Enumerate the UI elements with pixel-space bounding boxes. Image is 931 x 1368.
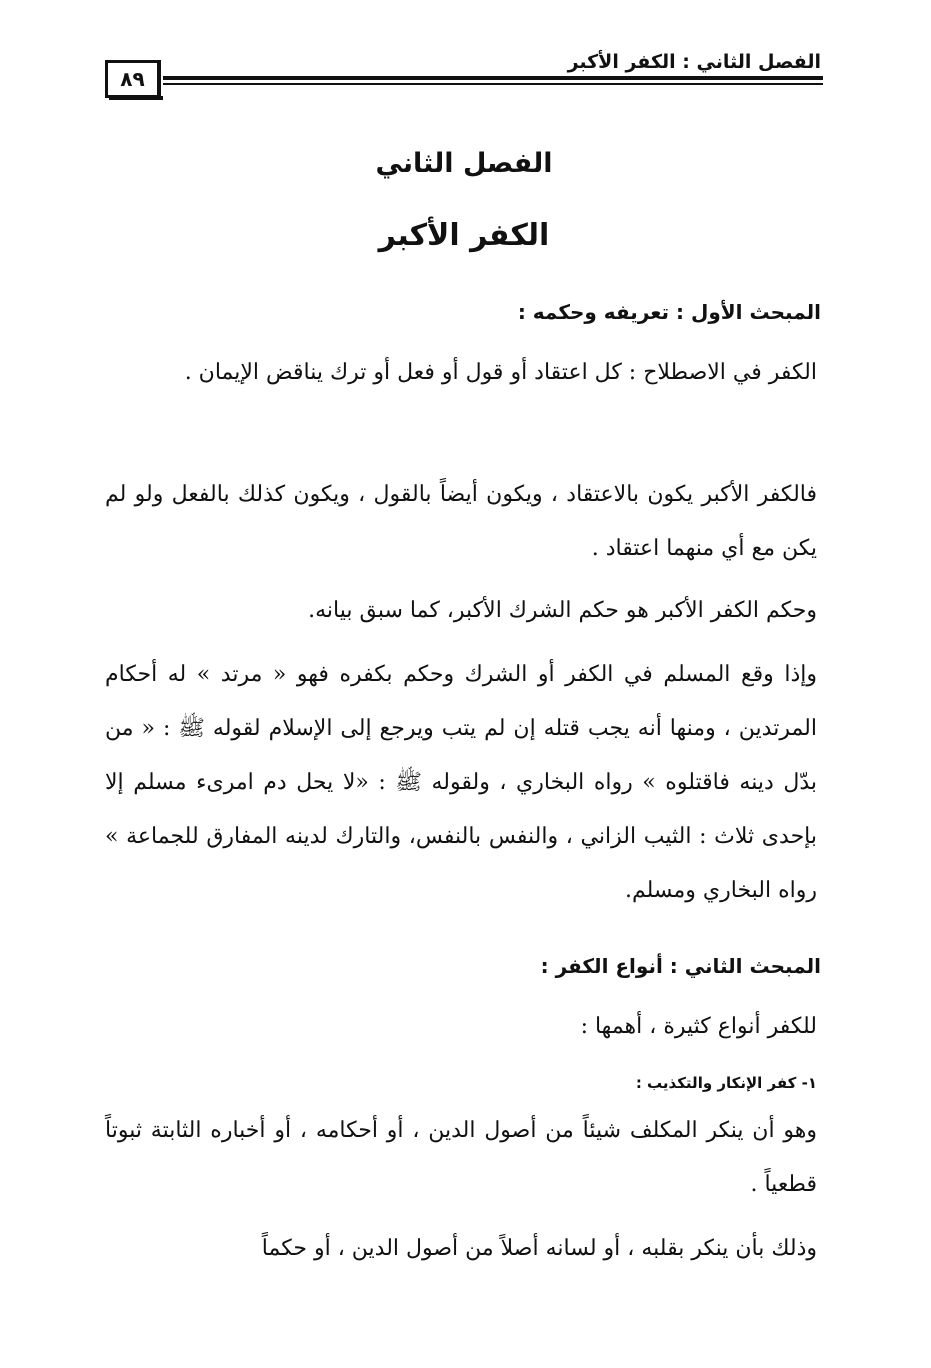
section-heading-definition: المبحث الأول : تعريفه وحكمه : (517, 300, 821, 324)
chapter-subtitle: الكفر الأكبر (378, 218, 550, 253)
paragraph-denial-definition: وهو أن ينكر المكلف شيئاً من أصول الدين ، أو أحكامه ، أو أخباره الثابتة ثبوتاً قطعياً . (105, 1118, 817, 1197)
section-heading-types: المبحث الثاني : أنواع الكفر : (540, 954, 821, 978)
running-title: الفصل الثاني : الكفر الأكبر (567, 51, 821, 73)
paragraph-definition: الكفر في الاصطلاح : كل اعتقاد أو قول أو فعل أو ترك يناقض الإيمان . (184, 360, 817, 385)
paragraph-ruling: وحكم الكفر الأكبر هو حكم الشرك الأكبر، كما سبق بيانه. (308, 598, 817, 623)
header-rule-thick (163, 76, 823, 80)
header-rule-thin (163, 83, 823, 85)
page-header (105, 46, 823, 106)
paragraph-apostasy: وإذا وقع المسلم في الكفر أو الشرك وحكم بكفره فهو « مرتد » له أحكام المرتدين ، ومنها أنه يجب قتله إن لم يتب ويرجع إلى الإسلام لقوله ﷺ : « من بدّل دينه فاقتلوه » رواه البخاري ، ولقوله ﷺ : «لا يحل دم امرىء مسلم إلا بإحدى ثلاث : الثيب الزاني ، والنفس بالنفس، والتارك لدينه المفارق للجماعة » رواه البخاري ومسلم. (105, 662, 817, 903)
page-number: ٨٩ (105, 60, 161, 98)
item-heading-denial: ١- كفر الإنكار والتكذيب : (635, 1074, 817, 1092)
paragraph-types-intro: للكفر أنواع كثيرة ، أهمها : (580, 1014, 817, 1039)
paragraph-denial-detail: وذلك بأن ينكر بقلبه ، أو لسانه أصلاً من أصول الدين ، أو حكماً (261, 1236, 817, 1261)
chapter-title: الفصل الثاني (375, 148, 553, 179)
paragraph-types-of-major-kufr: فالكفر الأكبر يكون بالاعتقاد ، ويكون أيضاً بالقول ، ويكون كذلك بالفعل ولو لم يكن مع أي منهما اعتقاد . (105, 482, 817, 561)
